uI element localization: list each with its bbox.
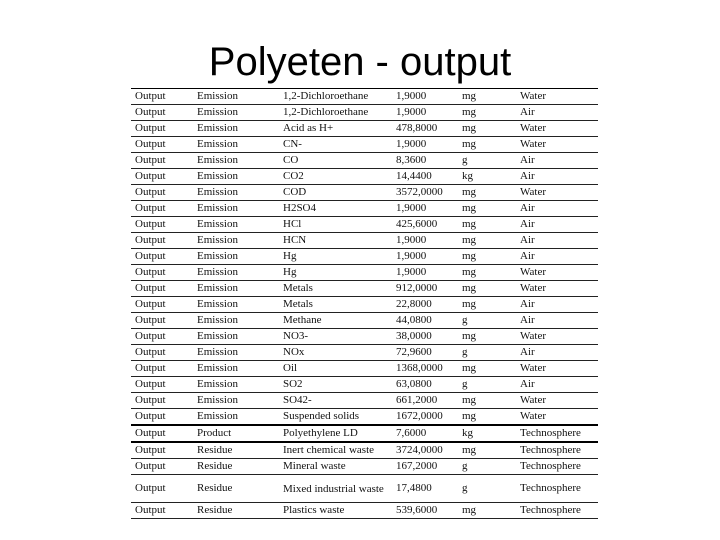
cell-unit: mg xyxy=(458,217,516,233)
cell-compartment: Air xyxy=(516,201,598,217)
cell-substance: Mixed industrial waste xyxy=(279,475,392,503)
cell-substance: CN- xyxy=(279,137,392,153)
table-row xyxy=(131,503,598,519)
table-row xyxy=(131,121,598,137)
cell-type: Output xyxy=(131,459,193,475)
cell-compartment: Air xyxy=(516,345,598,361)
cell-category: Emission xyxy=(193,137,279,153)
cell-category: Residue xyxy=(193,503,279,519)
cell-compartment: Water xyxy=(516,409,598,426)
cell-compartment: Technosphere xyxy=(516,425,598,442)
cell-amount: 1,9000 xyxy=(392,89,458,105)
table-row xyxy=(131,233,598,249)
cell-amount: 1,9000 xyxy=(392,265,458,281)
cell-type: Output xyxy=(131,137,193,153)
cell-category: Emission xyxy=(193,201,279,217)
table-row xyxy=(131,377,598,393)
cell-compartment: Air xyxy=(516,105,598,121)
table-row xyxy=(131,137,598,153)
table-row xyxy=(131,475,598,503)
cell-unit: mg xyxy=(458,201,516,217)
cell-amount: 539,6000 xyxy=(392,503,458,519)
table-row xyxy=(131,345,598,361)
cell-category: Emission xyxy=(193,233,279,249)
cell-compartment: Air xyxy=(516,297,598,313)
cell-type: Output xyxy=(131,377,193,393)
cell-unit: g xyxy=(458,153,516,169)
cell-amount: 17,4800 xyxy=(392,475,458,503)
table-row xyxy=(131,153,598,169)
table-row xyxy=(131,281,598,297)
cell-amount: 44,0800 xyxy=(392,313,458,329)
cell-type: Output xyxy=(131,442,193,459)
cell-amount: 1,9000 xyxy=(392,201,458,217)
cell-type: Output xyxy=(131,249,193,265)
cell-category: Residue xyxy=(193,442,279,459)
cell-compartment: Air xyxy=(516,249,598,265)
cell-unit: mg xyxy=(458,393,516,409)
table-row xyxy=(131,249,598,265)
cell-unit: g xyxy=(458,345,516,361)
table-row xyxy=(131,265,598,281)
cell-type: Output xyxy=(131,201,193,217)
cell-amount: 1,9000 xyxy=(392,105,458,121)
cell-unit: mg xyxy=(458,233,516,249)
cell-amount: 167,2000 xyxy=(392,459,458,475)
cell-type: Output xyxy=(131,217,193,233)
cell-unit: mg xyxy=(458,105,516,121)
cell-type: Output xyxy=(131,153,193,169)
cell-type: Output xyxy=(131,89,193,105)
cell-amount: 1,9000 xyxy=(392,233,458,249)
cell-substance: SO2 xyxy=(279,377,392,393)
cell-substance: 1,2-Dichloroethane xyxy=(279,105,392,121)
cell-type: Output xyxy=(131,329,193,345)
cell-substance: NO3- xyxy=(279,329,392,345)
cell-amount: 3724,0000 xyxy=(392,442,458,459)
cell-unit: mg xyxy=(458,121,516,137)
cell-amount: 661,2000 xyxy=(392,393,458,409)
cell-amount: 912,0000 xyxy=(392,281,458,297)
table-row xyxy=(131,201,598,217)
cell-compartment: Air xyxy=(516,313,598,329)
cell-type: Output xyxy=(131,297,193,313)
cell-unit: mg xyxy=(458,137,516,153)
cell-type: Output xyxy=(131,169,193,185)
cell-category: Emission xyxy=(193,169,279,185)
cell-substance: Metals xyxy=(279,297,392,313)
cell-type: Output xyxy=(131,233,193,249)
cell-substance: Acid as H+ xyxy=(279,121,392,137)
cell-substance: Oil xyxy=(279,361,392,377)
cell-unit: mg xyxy=(458,281,516,297)
cell-compartment: Water xyxy=(516,89,598,105)
cell-substance: Plastics waste xyxy=(279,503,392,519)
cell-compartment: Air xyxy=(516,377,598,393)
cell-unit: g xyxy=(458,459,516,475)
cell-compartment: Water xyxy=(516,121,598,137)
cell-type: Output xyxy=(131,393,193,409)
cell-type: Output xyxy=(131,105,193,121)
cell-amount: 1368,0000 xyxy=(392,361,458,377)
cell-category: Emission xyxy=(193,361,279,377)
cell-substance: Mineral waste xyxy=(279,459,392,475)
cell-substance: Hg xyxy=(279,265,392,281)
cell-amount: 63,0800 xyxy=(392,377,458,393)
cell-type: Output xyxy=(131,265,193,281)
cell-compartment: Air xyxy=(516,169,598,185)
table-row xyxy=(131,185,598,201)
cell-type: Output xyxy=(131,121,193,137)
cell-compartment: Water xyxy=(516,329,598,345)
cell-substance: COD xyxy=(279,185,392,201)
cell-compartment: Water xyxy=(516,393,598,409)
cell-substance: Polyethylene LD xyxy=(279,425,392,442)
cell-category: Emission xyxy=(193,329,279,345)
cell-amount: 3572,0000 xyxy=(392,185,458,201)
cell-type: Output xyxy=(131,185,193,201)
cell-category: Emission xyxy=(193,265,279,281)
output-table xyxy=(131,88,598,519)
cell-category: Emission xyxy=(193,281,279,297)
cell-substance: NOx xyxy=(279,345,392,361)
cell-type: Output xyxy=(131,503,193,519)
cell-type: Output xyxy=(131,281,193,297)
cell-substance: H2SO4 xyxy=(279,201,392,217)
cell-amount: 1,9000 xyxy=(392,249,458,265)
cell-category: Emission xyxy=(193,297,279,313)
cell-unit: mg xyxy=(458,503,516,519)
cell-substance: Hg xyxy=(279,249,392,265)
cell-type: Output xyxy=(131,361,193,377)
cell-category: Residue xyxy=(193,475,279,503)
table-row xyxy=(131,409,598,426)
table-row xyxy=(131,442,598,459)
cell-category: Product xyxy=(193,425,279,442)
table-row xyxy=(131,393,598,409)
cell-category: Emission xyxy=(193,217,279,233)
cell-unit: mg xyxy=(458,89,516,105)
cell-substance: Metals xyxy=(279,281,392,297)
cell-category: Emission xyxy=(193,105,279,121)
cell-type: Output xyxy=(131,409,193,426)
cell-substance: SO42- xyxy=(279,393,392,409)
cell-substance: CO xyxy=(279,153,392,169)
table-row xyxy=(131,217,598,233)
cell-unit: mg xyxy=(458,265,516,281)
cell-substance: Inert chemical waste xyxy=(279,442,392,459)
table-row xyxy=(131,169,598,185)
cell-category: Emission xyxy=(193,313,279,329)
table-row xyxy=(131,329,598,345)
table-row xyxy=(131,459,598,475)
cell-compartment: Technosphere xyxy=(516,459,598,475)
table-row xyxy=(131,425,598,442)
page-title: Polyeten - output xyxy=(208,40,512,84)
cell-category: Emission xyxy=(193,185,279,201)
cell-compartment: Water xyxy=(516,137,598,153)
cell-amount: 7,6000 xyxy=(392,425,458,442)
cell-compartment: Water xyxy=(516,185,598,201)
cell-type: Output xyxy=(131,345,193,361)
cell-type: Output xyxy=(131,313,193,329)
cell-category: Residue xyxy=(193,459,279,475)
cell-compartment: Water xyxy=(516,281,598,297)
cell-compartment: Air xyxy=(516,217,598,233)
cell-unit: g xyxy=(458,313,516,329)
table-row xyxy=(131,89,598,105)
cell-category: Emission xyxy=(193,345,279,361)
cell-unit: mg xyxy=(458,249,516,265)
cell-unit: mg xyxy=(458,329,516,345)
cell-amount: 425,6000 xyxy=(392,217,458,233)
cell-substance: HCl xyxy=(279,217,392,233)
cell-amount: 38,0000 xyxy=(392,329,458,345)
cell-compartment: Technosphere xyxy=(516,475,598,503)
cell-unit: kg xyxy=(458,425,516,442)
table-row xyxy=(131,361,598,377)
table-row xyxy=(131,105,598,121)
cell-unit: g xyxy=(458,377,516,393)
cell-amount: 14,4400 xyxy=(392,169,458,185)
cell-type: Output xyxy=(131,425,193,442)
cell-substance: HCN xyxy=(279,233,392,249)
cell-amount: 72,9600 xyxy=(392,345,458,361)
cell-category: Emission xyxy=(193,89,279,105)
cell-substance: Suspended solids xyxy=(279,409,392,426)
cell-type: Output xyxy=(131,475,193,503)
cell-substance: Methane xyxy=(279,313,392,329)
cell-category: Emission xyxy=(193,249,279,265)
cell-compartment: Air xyxy=(516,153,598,169)
cell-unit: mg xyxy=(458,409,516,426)
cell-unit: g xyxy=(458,475,516,503)
cell-compartment: Water xyxy=(516,265,598,281)
cell-unit: mg xyxy=(458,361,516,377)
cell-compartment: Technosphere xyxy=(516,503,598,519)
table-row xyxy=(131,297,598,313)
cell-compartment: Air xyxy=(516,233,598,249)
cell-substance: CO2 xyxy=(279,169,392,185)
cell-category: Emission xyxy=(193,153,279,169)
cell-category: Emission xyxy=(193,393,279,409)
cell-amount: 8,3600 xyxy=(392,153,458,169)
cell-amount: 22,8000 xyxy=(392,297,458,313)
cell-compartment: Water xyxy=(516,361,598,377)
cell-amount: 1672,0000 xyxy=(392,409,458,426)
table-row xyxy=(131,313,598,329)
cell-category: Emission xyxy=(193,121,279,137)
cell-unit: mg xyxy=(458,185,516,201)
cell-category: Emission xyxy=(193,409,279,426)
cell-unit: kg xyxy=(458,169,516,185)
cell-substance: 1,2-Dichloroethane xyxy=(279,89,392,105)
cell-amount: 1,9000 xyxy=(392,137,458,153)
cell-amount: 478,8000 xyxy=(392,121,458,137)
cell-category: Emission xyxy=(193,377,279,393)
cell-unit: mg xyxy=(458,442,516,459)
cell-unit: mg xyxy=(458,297,516,313)
cell-compartment: Technosphere xyxy=(516,442,598,459)
